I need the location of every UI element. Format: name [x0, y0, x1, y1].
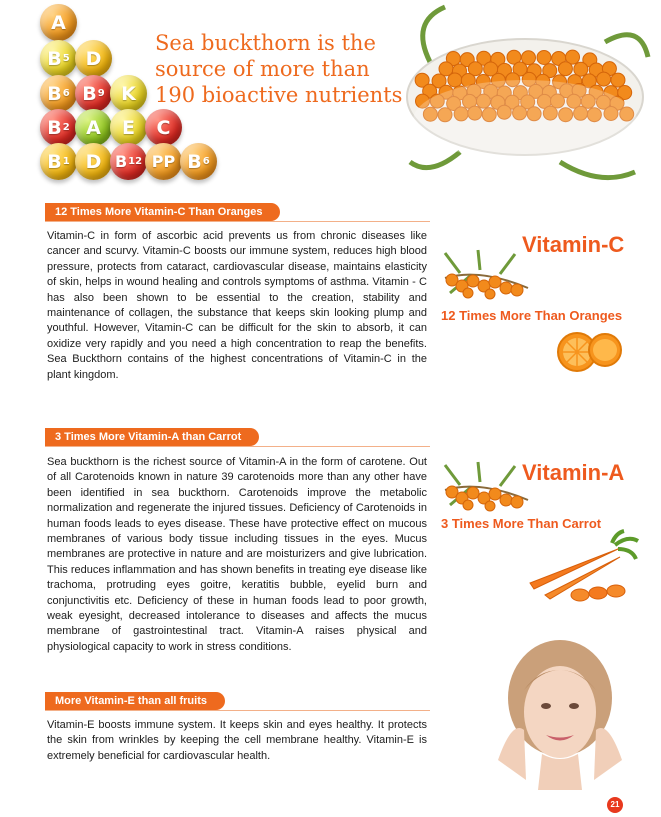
berry	[597, 72, 611, 86]
orange-image	[555, 328, 625, 373]
headline	[155, 30, 415, 108]
vitamin-bubble: B 1	[40, 143, 77, 180]
vitamin-bubble: E	[110, 109, 147, 146]
berry	[448, 73, 462, 87]
section-divider	[45, 446, 430, 447]
berry	[537, 50, 551, 64]
vitamin-bubble: B 9	[75, 75, 112, 112]
vitamin-a-subtitle: 3 Times More Than Carrot	[441, 516, 602, 531]
berry	[611, 73, 625, 87]
vitamin-a-paragraph: Sea buckthorn is the richest source of Vitamin-A in the form of carotene. Out of all Carotenoids known in nature 39 carotenoids more than any other have been identified in sea buckthorn. Carotenoids improve the metabolic normalization and regenerate the injured tissues. Deficiency of Carotenoids in human foods leads to eyes disease. These have protective effect on mucous membranes of various body tissue including tissues in the eyes. Mucus membranes are protective in nature and are moisturizers and give lubrication. This reduces inflammation and has shown benefits in treating eye disease like trachoma, protruding eyes goitre, keratitis bubble, eyelid burn and conjunctivitis etc. Deficiency of these in human foods lead to poor growth, weak eyesight, decreased intolerance to diseases and affects the mucus membrane of gastrointestinal tract. Vitamin-A raises physical and physiological capacity to work in stress conditions.	[47, 456, 427, 653]
berry	[574, 62, 588, 76]
vitamin-bubble: D	[75, 40, 112, 77]
section-tag-vitamin-e: More Vitamin-E than all fruits	[45, 692, 225, 710]
berry-branch-image	[440, 248, 530, 303]
section-divider	[45, 710, 430, 711]
vitamin-bubble: B 6	[180, 143, 217, 180]
page-number: 21	[607, 797, 623, 813]
vitamin-a-title: Vitamin-A	[522, 460, 625, 485]
vitamin-bubble: K	[110, 75, 147, 112]
headline-line: Sea buckthorn is the	[155, 31, 376, 55]
section-tag-vitamin-a: 3 Times More Vitamin-A than Carrot	[45, 428, 259, 446]
vitamin-bubble: B 2	[40, 109, 77, 146]
headline-line: source of more than	[155, 57, 370, 81]
berry	[558, 62, 572, 76]
vitamin-bubble: A	[75, 109, 112, 146]
berry-branch-image	[440, 460, 530, 515]
vitamin-bubble: B 12	[110, 143, 147, 180]
section-tag-vitamin-c: 12 Times More Vitamin-C Than Oranges	[45, 203, 280, 221]
vitamin-bubble: D	[75, 143, 112, 180]
berry-bowl-image	[400, 2, 650, 192]
vitamin-c-paragraph: Vitamin-C in form of ascorbic acid prevents us from chronic diseases like cancer and scurvy. Vitamin-C boosts our immune system, reduces high blood pressure, protects from cataract, cardiovascular disease, maintains elasticity of skin, helps in wound healing and controls symptoms of asthma. Vitamin - C has also been shown to be essential to the creation, stability and maintenance of collagen, the substance that keeps skin looking plump and youthful. However, Vitamin-C can be difficult for the skin to absorb, it can oxidize very rapidly and you need a high concentration to reap the benefits. Sea Buckthorn contains of the highest concentrations of Vitamin-C in the plant kingdom.	[47, 230, 427, 381]
carrot-image	[520, 535, 640, 605]
vitamin-bubble: C	[145, 109, 182, 146]
vitamin-bubble: A	[40, 4, 77, 41]
vitamin-bubble: PP	[145, 143, 182, 180]
vitamin-e-paragraph: Vitamin-E boosts immune system. It keeps skin and eyes healthy. It protects the skin from wrinkles by keeping the cell membrane healthy. Vitamin-E is extremely beneficial for cardiovascular health.	[47, 719, 427, 762]
vitamin-c-subtitle: 12 Times More Than Oranges	[441, 308, 623, 323]
vitamin-bubble: B 6	[40, 75, 77, 112]
smiling-woman-image	[490, 640, 630, 790]
section-divider	[45, 221, 430, 222]
headline-line: 190 bioactive nutrients	[155, 83, 403, 107]
vitamin-c-title: Vitamin-C	[522, 232, 625, 257]
vitamin-bubble: B 5	[40, 40, 77, 77]
